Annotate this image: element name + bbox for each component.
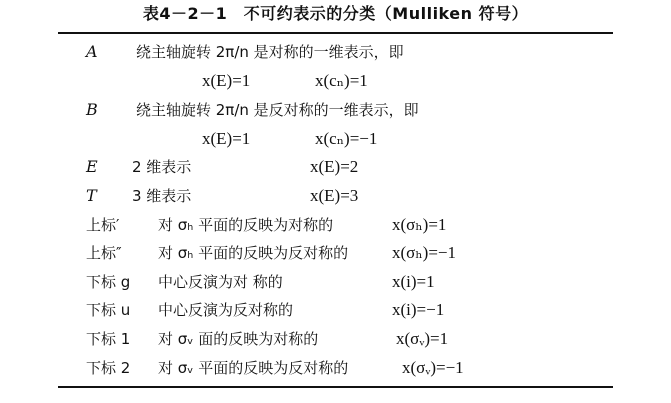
description-u: 中心反演为反对称的 <box>158 301 294 319</box>
description-1: 对 σᵥ 面的反映为对称的 <box>158 330 319 348</box>
char-g: x(i)=1 <box>392 272 435 291</box>
symbol-u: 下标 u <box>86 301 131 319</box>
description-prime: 对 σₕ 平面的反映为对称的 <box>158 216 334 234</box>
description-2: 对 σᵥ 平面的反映为反对称的 <box>158 359 349 377</box>
description-double-prime: 对 σₕ 平面的反映为反对称的 <box>158 244 349 262</box>
bottom-rule <box>58 386 613 388</box>
description-g: 中心反演为对 称的 <box>158 273 283 291</box>
char-prime: x(σₕ)=1 <box>392 215 447 234</box>
symbol-t: T <box>86 186 97 205</box>
description-a: 绕主轴旋转 2π/n 是对称的一维表示，即 <box>136 43 404 61</box>
char-e: x(E)=2 <box>310 157 359 176</box>
symbol-1: 下标 1 <box>86 330 131 348</box>
symbol-a: A <box>86 42 98 61</box>
char-b-e: x(E)=1 <box>202 129 251 148</box>
char-u: x(i)=−1 <box>392 300 445 319</box>
char-a-e: x(E)=1 <box>202 71 251 90</box>
description-e: 2 维表示 <box>132 158 192 176</box>
table-title: 表4－2－1 不可约表示的分类（Mulliken 符号） <box>142 4 529 23</box>
description-t: 3 维表示 <box>132 187 192 205</box>
char-1: x(σᵥ)=1 <box>396 329 449 348</box>
symbol-e: E <box>86 157 98 176</box>
description-b: 绕主轴旋转 2π/n 是反对称的一维表示，即 <box>136 101 419 119</box>
symbol-g: 下标 g <box>86 273 131 291</box>
char-b-cn: x(cₙ)=−1 <box>315 129 378 148</box>
char-double-prime: x(σₕ)=−1 <box>392 243 457 262</box>
char-a-cn: x(cₙ)=1 <box>315 71 368 90</box>
char-2: x(σᵥ)=−1 <box>402 358 464 377</box>
top-rule <box>58 32 613 34</box>
char-t: x(E)=3 <box>310 186 359 205</box>
symbol-b: B <box>86 100 98 119</box>
symbol-2: 下标 2 <box>86 359 131 377</box>
symbol-prime: 上标′ <box>86 216 120 234</box>
symbol-double-prime: 上标″ <box>86 244 122 262</box>
